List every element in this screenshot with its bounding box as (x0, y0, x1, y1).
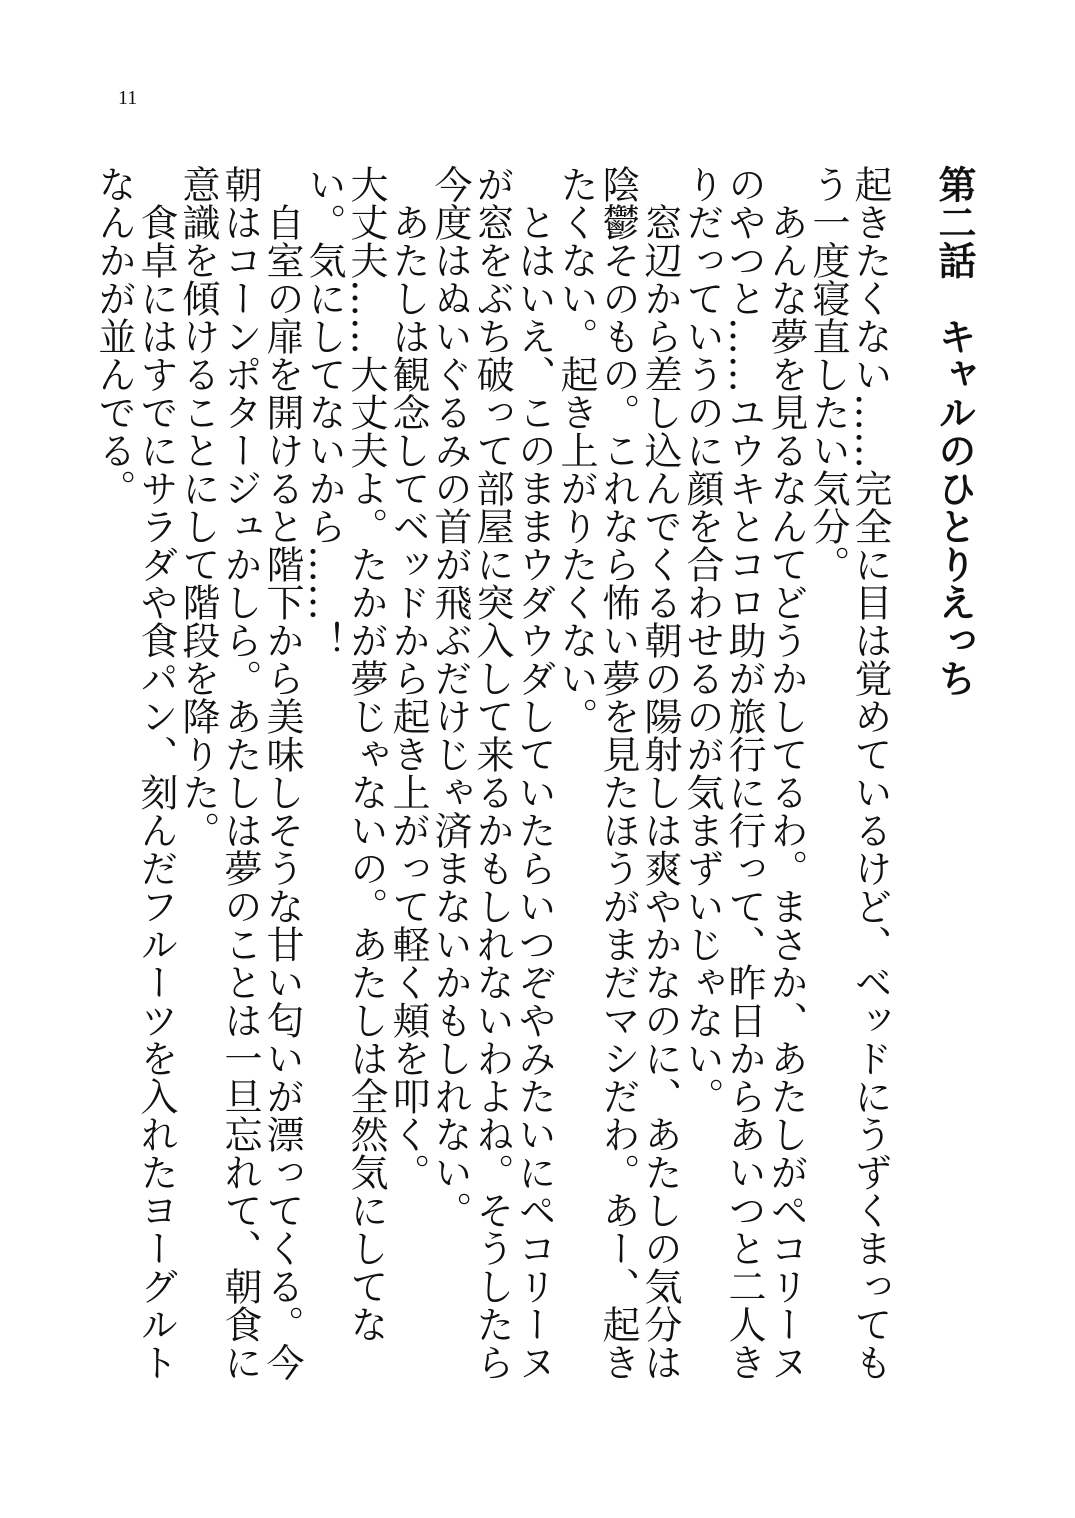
body-text (93, 165, 975, 1395)
paragraph: とはいえ、このままウダウダしていたらいつぞやみたいにペコリーヌが窓をぶち破って部屋に突入して来るかもしれないわよね。そうしたら今度はぬいぐるみの首が飛ぶだけじゃ済まないかもしれない。 (428, 165, 556, 1381)
paragraph: 窓辺から差し込んでくる朝の陽射しは爽やかなのに、あたしの気分は陰鬱そのもの。これなら怖い夢を見たほうがまだマシだわ。あー、起きたくない。起き上がりたくない。 (554, 165, 682, 1381)
paragraph: 食卓にはすでにサラダや食パン、刻んだフルーツを入れたヨーグルトなんかが並んでる。 (92, 165, 178, 1381)
chapter-title: 第二話 キャルのひとりえっち (932, 165, 977, 697)
page-number: 11 (118, 87, 138, 109)
paragraph: 大丈夫……大丈夫よ。たかが夢じゃないの。あたしは全然気にしてない。気にしてないから……！ (302, 165, 388, 1343)
paragraph: 自室の扉を開けると階下から美味しそうな甘い匂いが漂ってくる。今朝はコーンポタージュかしら。あたしは夢のことは一旦忘れて、朝食に意識を傾けることにして階段を降りた。 (176, 165, 304, 1381)
paragraph: 起きたくない……完全に目は覚めているけど、ベッドにうずくまってもう一度寝直したい気分。 (806, 165, 892, 1381)
paragraph: あんな夢を見るなんてどうかしてるわ。まさか、あたしがペコリーヌのやつと……ユウキとコロ助が旅行に行って、昨日からあいつと二人きりだっていうのに顔を合わせるのが気まずいじゃない。 (680, 165, 808, 1381)
paragraph: あたしは観念してベッドから起き上がって軽く頬を叩く。 (386, 203, 430, 1191)
